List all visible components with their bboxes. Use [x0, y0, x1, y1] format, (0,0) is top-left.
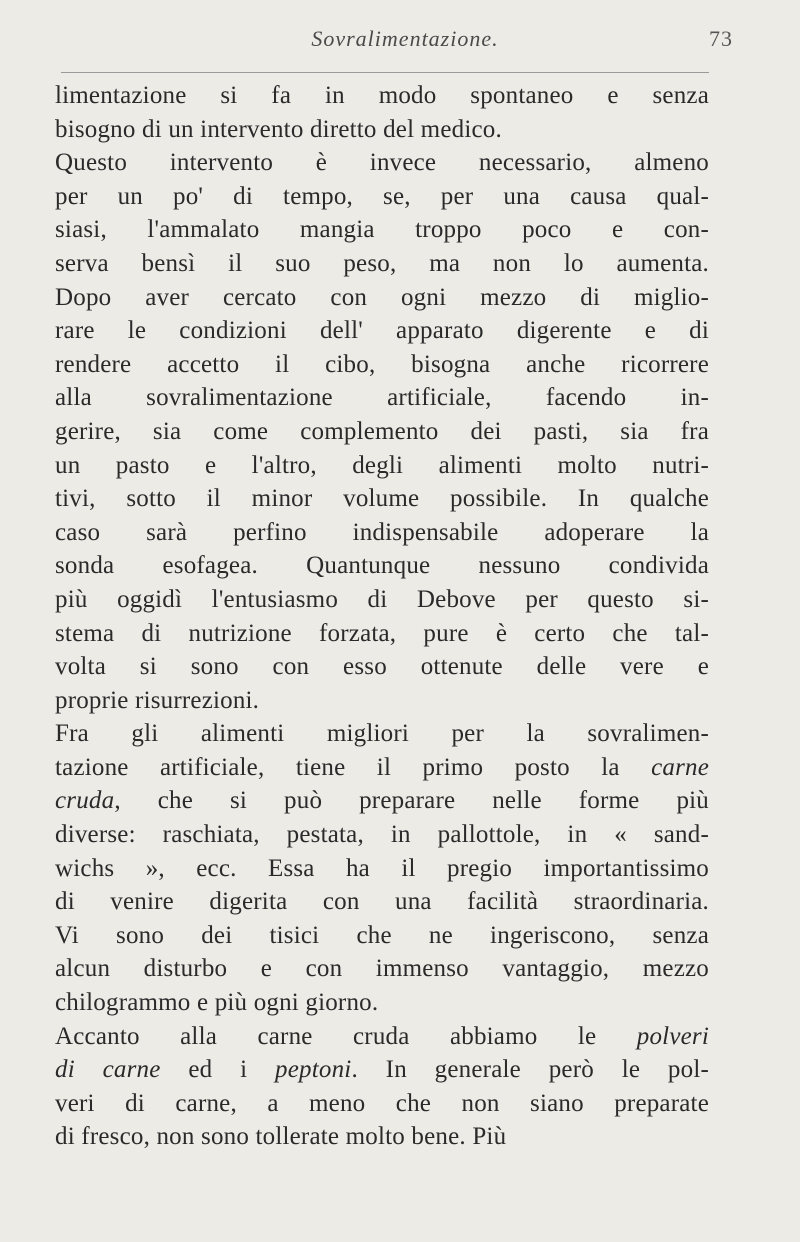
text-line: limentazione si fa in modo spontaneo e senza	[55, 82, 709, 109]
text-line: caso sarà perfino indispensabile adoperare la	[55, 518, 709, 546]
text-line: Dopo aver cercato con ogni mezzo di miglio-	[55, 283, 709, 311]
text-line: un pasto e l'altro, degli alimenti molto nutri-	[55, 451, 709, 479]
text-line: alla sovralimentazione artificiale, facendo in-	[55, 384, 709, 412]
text-line: alcun disturbo e con immenso vantaggio, mezzo	[55, 955, 709, 983]
page-header	[55, 22, 755, 56]
text-line: volta si sono con esso ottenute delle vere e	[55, 653, 709, 681]
text-line: siasi, l'ammalato mangia troppo poco e con-	[55, 216, 709, 244]
text-line: wichs », ecc. Essa ha il pregio importantissimo	[55, 854, 709, 882]
text-line: di fresco, non sono tollerate molto bene. Più	[55, 1123, 507, 1151]
text-line: veri di carne, a meno che non siano preparate	[55, 1089, 709, 1117]
body-text	[55, 79, 709, 1154]
text-line: gerire, sia come complemento dei pasti, sia fra	[55, 417, 709, 445]
text-line: stema di nutrizione forzata, pure è certo che tal-	[55, 619, 709, 647]
text-line: chilogrammo e più ogni giorno.	[55, 989, 379, 1017]
text-line: bisogno di un intervento diretto del medico.	[55, 115, 502, 143]
text-line: Vi sono dei tisici che ne ingeriscono, senza	[55, 921, 709, 949]
text-line: Questo intervento è invece necessario, almeno	[55, 149, 709, 177]
text-line: sonda esofagea. Quantunque nessuno condivida	[55, 552, 709, 580]
text-line: rare le condizioni dell' apparato digerente e di	[55, 317, 709, 345]
text-line: cruda, che si può preparare nelle forme più	[55, 787, 709, 815]
running-head: Sovralimentazione.	[311, 26, 499, 51]
text-line: rendere accetto il cibo, bisogna anche ricorrere	[55, 350, 709, 378]
text-line: tazione artificiale, tiene il primo posto la carne	[55, 753, 709, 781]
text-line: proprie risurrezioni.	[55, 686, 260, 714]
text-line: per un po' di tempo, se, per una causa qual-	[55, 182, 709, 210]
text-line: Fra gli alimenti migliori per la sovralimen-	[55, 720, 709, 748]
text-line: più oggidì l'entusiasmo di Debove per questo si-	[55, 585, 709, 613]
text-line: serva bensì il suo peso, ma non lo aumenta.	[55, 249, 709, 277]
text-line: Accanto alla carne cruda abbiamo le polveri	[55, 1022, 709, 1050]
text-line: tivi, sotto il minor volume possibile. In qualche	[55, 485, 709, 513]
header-rule	[61, 72, 709, 73]
page-number: 73	[709, 26, 733, 51]
text-line: di carne ed i peptoni. In generale però le pol-	[55, 1056, 710, 1084]
text-line: diverse: raschiata, pestata, in pallottole, in « sand-	[55, 821, 709, 849]
text-line: di venire digerita con una facilità straordinaria.	[55, 888, 709, 916]
